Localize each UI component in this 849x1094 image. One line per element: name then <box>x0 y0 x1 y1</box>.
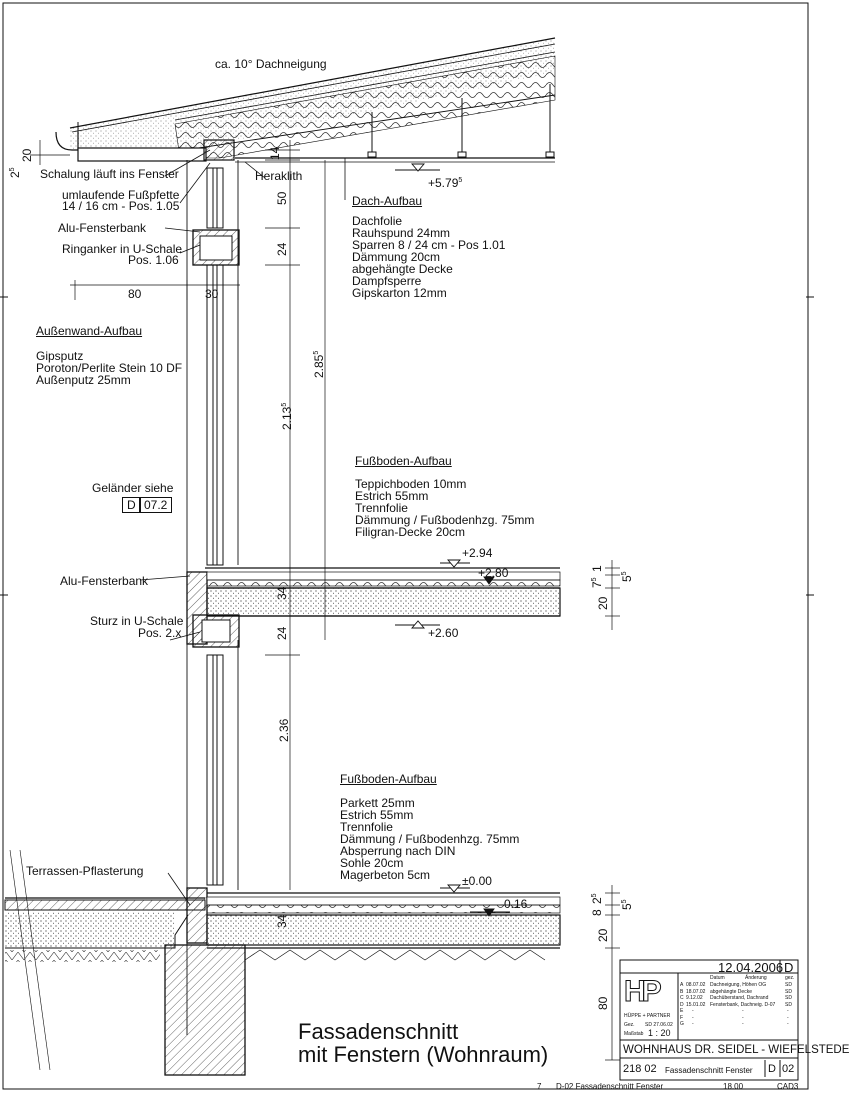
upper-floor-layer: Dämmung / Fußbodenhzg. 75mm <box>355 513 535 527</box>
roof-buildup-title: Dach-Aufbau <box>352 194 423 208</box>
ground-floor-list <box>340 797 519 881</box>
roof-layer: abgehängte Decke <box>352 262 453 276</box>
ring-beam-line2: Pos. 1.06 <box>128 253 179 267</box>
firm-caption: HÜPPE + PARTNER <box>624 1013 671 1019</box>
footer-app: CAD3 <box>777 1082 799 1091</box>
wall-layer: Gipsputz <box>36 349 84 363</box>
heraklith-label: Heraklith <box>255 169 303 183</box>
ground-floor-layer: Estrich 55mm <box>340 808 414 822</box>
upper-floor-layer: Trennfolie <box>355 501 408 515</box>
dim-right-8: 8 <box>590 909 604 916</box>
window-sill-mid-label: Alu-Fensterbank <box>60 574 149 588</box>
tb-sheet-title: Fassadenschnitt Fenster <box>665 1066 753 1075</box>
railing-note: Geländer siehe <box>92 481 174 495</box>
tb-job-no: 218 02 <box>623 1063 657 1075</box>
upper-floor-layer: Teppichboden 10mm <box>355 477 467 491</box>
dim-50: 50 <box>275 191 289 205</box>
ground-floor-layer: Absperrung nach DIN <box>340 844 456 858</box>
revision-row: E - - - <box>680 1008 789 1014</box>
formwork-note: Schalung läuft ins Fenster <box>40 167 179 181</box>
revision-row: A 08.07.02 Dachneigung, Höhen OG SD <box>680 982 792 988</box>
wall-buildup-title: Außenwand-Aufbau <box>36 324 143 338</box>
wall-layer: Außenputz 25mm <box>36 373 131 387</box>
level-upper-ffl: +2.94 <box>462 546 493 560</box>
footer-size: 18.00 <box>723 1082 744 1091</box>
dim-2-13: 2.13$^5$ <box>280 402 294 430</box>
tb-scale: 1 : 20 <box>648 1028 671 1038</box>
dim-34-upper: 34 <box>275 586 289 600</box>
tb-date: 12.04.2006 <box>718 960 784 975</box>
level-upper-slab: +2.80 <box>478 566 509 580</box>
ground-floor-layer: Dämmung / Fußbodenhzg. 75mm <box>340 832 520 846</box>
roof-layer: Sparren 8 / 24 cm - Pos 1.01 <box>352 238 506 252</box>
dim-right-5b: $5^5$ <box>620 899 634 910</box>
tb-col-gez: gez. <box>785 975 795 981</box>
revision-row: D 15.01.02 Fensterbank, Dachneig. D-07 SD <box>680 1001 792 1008</box>
footer-page: 7 <box>537 1082 542 1091</box>
roof-buildup-list <box>352 215 505 299</box>
dim-24-mid: 24 <box>275 626 289 640</box>
level-upper-ceiling: +2.60 <box>428 626 459 640</box>
roof-layer: Rauhspund 24mm <box>352 226 451 240</box>
wall-layer: Poroton/Perlite Stein 10 DF <box>36 361 183 375</box>
dim-right-2: $2^5$ <box>590 893 604 904</box>
dim-34-ground: 34 <box>275 914 289 928</box>
roof-layer: Gipskarton 12mm <box>352 286 447 300</box>
revision-row: B 18.07.02 abgehängte Decke SD <box>680 988 792 995</box>
dim-24-top: 24 <box>275 242 289 256</box>
dim-2-5: $2^5$ <box>8 167 22 178</box>
upper-floor-list <box>355 478 534 538</box>
roof-layer: Dampfsperre <box>352 274 422 288</box>
ground-floor-layer: Trennfolie <box>340 820 393 834</box>
tb-sheet-letter: D <box>784 960 794 975</box>
dim-80: 80 <box>128 287 142 301</box>
ground-floor-layer: Sohle 20cm <box>340 856 404 870</box>
revision-row: F - - - <box>680 1014 789 1021</box>
ground-floor-layer: Parkett 25mm <box>340 796 415 810</box>
dim-20: 20 <box>20 148 34 162</box>
dim-2-36: 2.36 <box>277 718 291 742</box>
ground-floor-layer: Magerbeton 5cm <box>340 868 431 882</box>
lintel-line1: Sturz in U-Schale <box>90 614 184 628</box>
terrace-label: Terrassen-Pflasterung <box>26 864 144 878</box>
purlin-note-line2: 14 / 16 cm - Pos. 1.05 <box>62 199 180 213</box>
tb-gez-value: SD 27.06.02 <box>645 1022 673 1028</box>
tb-scale-label: Maßstab <box>624 1031 644 1037</box>
wall-buildup-list <box>36 350 182 386</box>
tb-code-letter: D <box>768 1063 776 1075</box>
tb-col-datum: Datum <box>710 975 725 981</box>
lintel-line2: Pos. 2.x <box>138 626 182 640</box>
roof-slope-label: ca. 10° Dachneigung <box>215 57 327 71</box>
tb-project: WOHNHAUS DR. SEIDEL - WIEFELSTEDE <box>623 1044 849 1056</box>
dim-right-20-upper: 20 <box>596 596 610 610</box>
dim-right-7: $7^5$ <box>590 577 604 588</box>
dim-right-1: 1 <box>590 565 604 572</box>
railing-ref-number: 07.2 <box>139 497 172 513</box>
level-eaves: $+5.79^5$ <box>428 176 463 190</box>
roof-layer: Dämmung 20cm <box>352 250 441 264</box>
tb-col-aenderung: Änderung <box>745 975 767 981</box>
ring-beam-line1: Ringanker in U-Schale <box>62 242 183 256</box>
tb-gez-label: Gez. <box>624 1022 635 1028</box>
footer-file: D-02 Fassadenschnitt Fenster <box>556 1082 664 1091</box>
tb-code-no: 02 <box>782 1063 795 1075</box>
dim-30: 30 <box>205 287 219 301</box>
dim-right-80: 80 <box>596 996 610 1010</box>
level-ground-ffl: ±0.00 <box>462 874 492 888</box>
roof-layer: Dachfolie <box>352 214 403 228</box>
revision-row: G - - - <box>680 1021 789 1027</box>
upper-floor-layer: Estrich 55mm <box>355 489 429 503</box>
ground-floor-title: Fußboden-Aufbau <box>340 772 437 786</box>
dim-right-5: $5^5$ <box>620 571 634 582</box>
drawing-title-line2: mit Fenstern (Wohnraum) <box>298 1042 549 1067</box>
upper-floor-title: Fußboden-Aufbau <box>355 454 452 468</box>
dim-2-85: 2.85$^5$ <box>312 350 326 378</box>
dim-right-20-ground: 20 <box>596 928 610 942</box>
firm-logo: HP <box>624 975 658 1008</box>
railing-ref-sheet: D <box>122 497 141 513</box>
window-sill-top-label: Alu-Fensterbank <box>58 221 147 235</box>
revision-row: C 9.12.02 Dachüberstand, Dachrand SD <box>680 995 792 1001</box>
drawing-title-line1: Fassadenschnitt <box>298 1019 459 1044</box>
purlin-note-line1: umlaufende Fußpfette <box>62 188 180 202</box>
level-ground-slab: -0.16 <box>500 897 528 911</box>
dim-14: 14 <box>268 146 282 160</box>
revision-table <box>680 982 796 1028</box>
upper-floor-layer: Filigran-Decke 20cm <box>355 525 466 539</box>
